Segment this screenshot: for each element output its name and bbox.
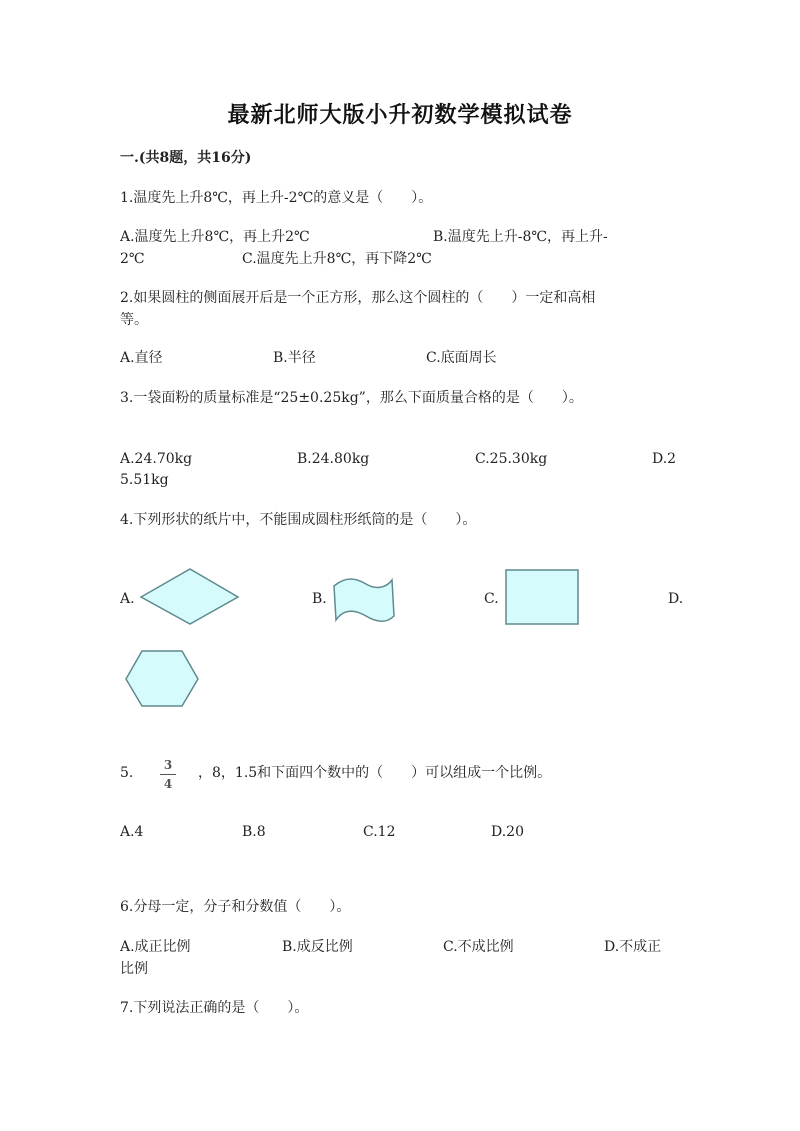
question-5-number: 5. [120, 765, 134, 781]
question-1-option-c: C.温度先上升8℃，再下降2℃ [242, 251, 432, 267]
question-5-option-a: A.4 [120, 824, 144, 840]
question-3-stem: 3.一袋面粉的质量标准是“25±0.25kg”，那么下面质量合格的是（ ）。 [120, 390, 583, 406]
question-3-option-b: B.24.80kg [297, 451, 370, 467]
question-3-option-c: C.25.30kg [475, 451, 548, 467]
section-heading: 一.(共8题，共16分) [120, 150, 252, 166]
question-1-option-b-cont: 2℃ [120, 251, 145, 267]
question-6-option-b: B.成反比例 [282, 939, 353, 955]
question-3-option-a: A.24.70kg [120, 451, 193, 467]
rhombus-shape [138, 566, 242, 628]
question-6-option-c: C.不成比例 [443, 939, 514, 955]
question-3-option-d: D.2 [652, 451, 677, 467]
rectangle-shape [504, 568, 580, 626]
fraction-denominator: 4 [163, 777, 173, 791]
question-2-stem-line2: 等。 [120, 312, 148, 328]
question-1-option-a: A.温度先上升8℃，再上升2℃ [120, 229, 310, 245]
question-2-option-b: B.半径 [273, 350, 316, 366]
question-4-option-c: C. [484, 591, 499, 607]
question-3-option-d-cont: 5.51kg [120, 472, 169, 488]
question-6-option-a: A.成正比例 [120, 939, 191, 955]
question-2-option-c: C.底面周长 [426, 350, 497, 366]
question-2-option-a: A.直径 [120, 350, 163, 366]
question-5-option-d: D.20 [491, 824, 524, 840]
page-title: 最新北师大版小升初数学模拟试卷 [227, 102, 573, 128]
question-6-option-d-cont: 比例 [120, 961, 148, 977]
hexagon-shape [122, 648, 202, 710]
question-6-option-d: D.不成正 [604, 939, 662, 955]
question-4-stem: 4.下列形状的纸片中，不能围成圆柱形纸筒的是（ ）。 [120, 512, 477, 528]
question-4-option-d: D. [668, 591, 684, 607]
question-6-stem: 6.分母一定，分子和分数值（ ）。 [120, 899, 351, 915]
question-1-stem: 1.温度先上升8℃，再上升-2℃的意义是（ ）。 [120, 190, 433, 206]
question-5-option-b: B.8 [242, 824, 266, 840]
question-4-option-a: A. [120, 591, 135, 607]
question-5-stem: ，8，1.5和下面四个数中的（ ）可以组成一个比例。 [198, 765, 552, 781]
question-4-option-b: B. [312, 591, 327, 607]
fraction-bar [160, 774, 176, 775]
wavy-rectangle-shape [330, 574, 398, 626]
fraction-three-quarters [158, 758, 178, 791]
fraction-numerator: 3 [163, 758, 173, 772]
question-2-stem-line1: 2.如果圆柱的侧面展开后是一个正方形，那么这个圆柱的（ ）一定和高相 [120, 290, 596, 306]
question-7-stem: 7.下列说法正确的是（ ）。 [120, 1000, 309, 1016]
question-5-option-c: C.12 [363, 824, 396, 840]
question-1-option-b: B.温度先上升-8℃，再上升- [433, 229, 608, 245]
